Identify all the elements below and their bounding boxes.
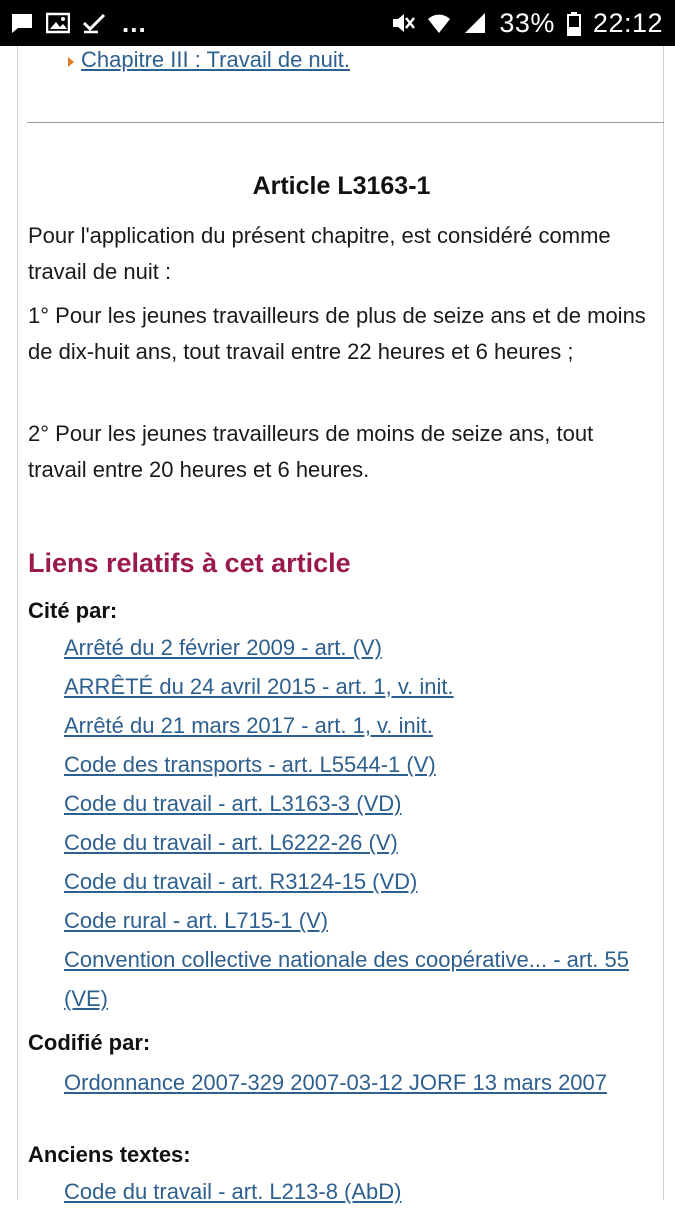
battery-icon bbox=[567, 12, 581, 34]
cited-by-link[interactable]: Code du travail - art. L6222-26 (V) bbox=[64, 830, 398, 855]
old-texts-list bbox=[64, 1174, 664, 1213]
cited-by-label: Cité par: bbox=[28, 598, 118, 623]
overflow-indicator: ... bbox=[122, 7, 147, 38]
mute-icon bbox=[391, 12, 415, 34]
article-paragraph: Pour l'application du présent chapitre, est considéré comme travail de nuit : bbox=[28, 223, 611, 284]
list-item bbox=[64, 786, 664, 825]
chapter-nav-item bbox=[68, 42, 350, 78]
article-paragraph: 2° Pour les jeunes travailleurs de moins de seize ans, tout travail entre 20 heures et 6 heures. bbox=[28, 421, 594, 482]
divider bbox=[27, 122, 664, 123]
codified-by-label: Codifié par: bbox=[28, 1030, 151, 1055]
battery-percent: 33% bbox=[499, 7, 555, 38]
cited-by-list bbox=[64, 630, 664, 1020]
cited-by-link[interactable]: Arrêté du 2 février 2009 - art. (V) bbox=[64, 635, 382, 660]
list-item bbox=[64, 825, 664, 864]
cited-by-link[interactable]: Code des transports - art. L5544-1 (V) bbox=[64, 752, 436, 777]
list-item bbox=[64, 669, 664, 708]
codified-by-list bbox=[64, 1065, 664, 1104]
list-item bbox=[64, 903, 664, 942]
list-item bbox=[64, 630, 664, 669]
related-links-heading: Liens relatifs à cet article bbox=[28, 548, 351, 578]
wifi-icon bbox=[427, 12, 451, 34]
clock: 22:12 bbox=[592, 7, 663, 38]
page-content bbox=[17, 46, 664, 1204]
signal-icon bbox=[463, 12, 487, 34]
article-paragraph: 1° Pour les jeunes travailleurs de plus de seize ans et de moins de dix-huit ans, tout travail entre 22 heures et 6 heures ; bbox=[28, 303, 646, 364]
list-item bbox=[64, 864, 664, 903]
chapter-link[interactable]: Chapitre III : Travail de nuit. bbox=[81, 47, 351, 72]
list-item bbox=[64, 1174, 664, 1213]
codified-by-link[interactable]: Ordonnance 2007-329 2007-03-12 JORF 13 mars 2007 bbox=[64, 1070, 608, 1095]
bullet-arrow-icon bbox=[68, 57, 74, 67]
article-title: Article L3163-1 bbox=[252, 172, 431, 200]
check-icon bbox=[82, 12, 106, 34]
cited-by-link[interactable]: Arrêté du 21 mars 2017 - art. 1, v. init. bbox=[64, 713, 433, 738]
cited-by-link[interactable]: ARRÊTÉ du 24 avril 2015 - art. 1, v. init. bbox=[64, 674, 454, 699]
cited-by-link[interactable]: Convention collective nationale des coopérative... - art. 55 (VE) bbox=[64, 947, 629, 1011]
list-item bbox=[64, 1065, 664, 1104]
chat-icon bbox=[10, 12, 34, 34]
cited-by-link[interactable]: Code rural - art. L715-1 (V) bbox=[64, 908, 329, 933]
old-text-link[interactable]: Code du travail - art. L213-8 (AbD) bbox=[64, 1179, 402, 1204]
list-item bbox=[64, 747, 664, 786]
status-bar bbox=[0, 0, 675, 46]
cited-by-link[interactable]: Code du travail - art. R3124-15 (VD) bbox=[64, 869, 418, 894]
image-icon bbox=[46, 12, 70, 34]
old-texts-label: Anciens textes: bbox=[28, 1142, 191, 1167]
cited-by-link[interactable]: Code du travail - art. L3163-3 (VD) bbox=[64, 791, 402, 816]
list-item bbox=[64, 942, 664, 1020]
list-item bbox=[64, 708, 664, 747]
